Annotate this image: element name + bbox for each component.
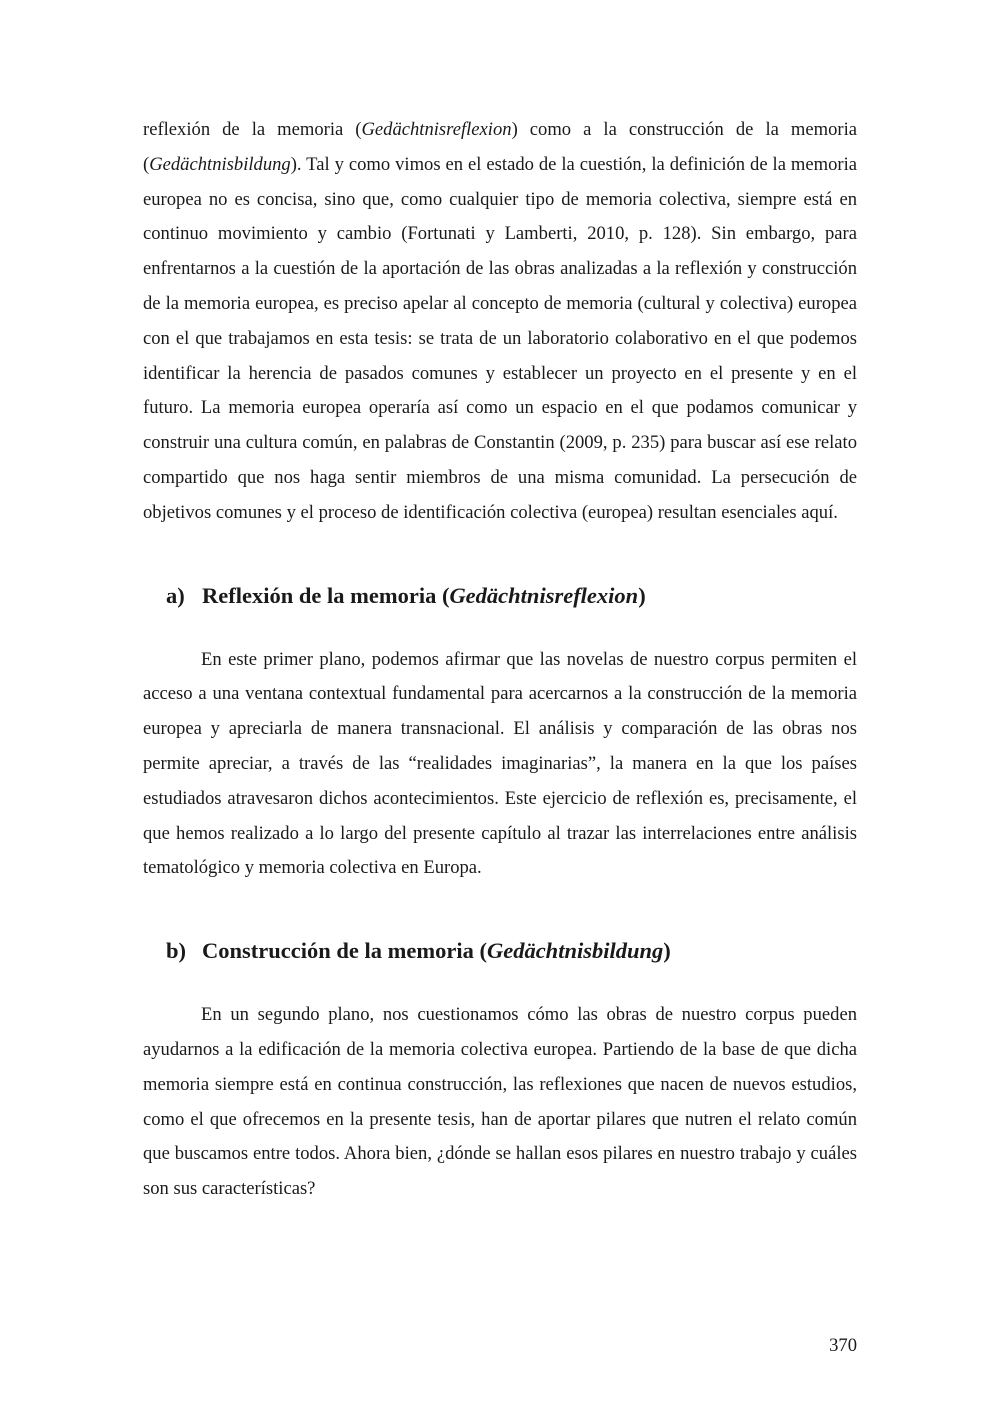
- section-heading-a-term: Gedächtnisreflexion: [449, 582, 639, 608]
- paragraph-1-term-bildung: Gedächtnisbildung: [149, 153, 291, 175]
- section-heading-a-marker: a): [166, 582, 185, 608]
- section-heading-a-title: [202, 581, 646, 611]
- section-heading-b-term: Gedächtnisbildung: [486, 938, 664, 964]
- section-heading-a: [143, 581, 857, 611]
- section-heading-a-text: Reflexión de la memoria (: [202, 582, 450, 608]
- section-heading-b-marker: b): [166, 938, 187, 964]
- paragraph-1: [143, 113, 857, 531]
- paragraph-2: En este primer plano, podemos afirmar que las novelas de nuestro corpus permiten el acceso a una ventana contextual fundamental para acercarnos a la construcción de la memoria europea y apreciarla de manera transnacional. El análisis y comparación de las obras nos permite apreciar, a través de las “realidades imaginarias”, la manera en la que los países estudiados atravesaron dichos acontecimientos. Este ejercicio de reflexión es, precisamente, el que hemos realizado a lo largo del presente capítulo al trazar las interrelaciones entre análisis tematológico y memoria colectiva en Europa.: [143, 648, 857, 879]
- paragraph-1-term-reflexion: Gedächtnisreflexion: [361, 119, 512, 140]
- section-heading-b: [143, 936, 857, 966]
- paragraph-3: En un segundo plano, nos cuestionamos cómo las obras de nuestro corpus pueden ayudarnos a la edificación de la memoria colectiva europea. Partiendo de la base de que dicha memoria siempre está en continua construcción, las reflexiones que nacen de nuevos estudios, como el que ofrecemos en la presente tesis, han de aportar pilares que nutren el relato común que buscamos entre todos. Ahora bien, ¿dónde se hallan esos pilares en nuestro trabajo y cuáles son sus características?: [143, 1004, 857, 1200]
- section-heading-a-close: ): [638, 582, 646, 608]
- section-heading-b-title: [202, 936, 671, 966]
- page-number: 370: [829, 1335, 857, 1356]
- paragraph-1-text-3: ). Tal y como vimos en el estado de la cuestión, la definición de la memoria europea no es concisa, sino que, como cualquier tipo de memoria colectiva, siempre está en continuo movimiento y cambio (Fortunati y Lamberti, 2010, p. 128). Sin embargo, para enfrentarnos a la cuestión de la aportación de las obras analizadas a la reflexión y construcción de la memoria europea, es preciso apelar al concepto de memoria (cultural y colectiva) europea con el que trabajamos en esta tesis: se trata de un laboratorio colaborativo en el que podemos identificar la herencia de pasados comunes y establecer un proyecto en el presente y en el futuro. La memoria europea operaría así como un espacio en el que podamos comunicar y construir una cultura común, en palabras de Constantin (2009, p. 235) para buscar así ese relato compartido que nos haga sentir miembros de una misma comunidad. La persecución de objetivos comunes y el proceso de identificación colectiva (europea) resultan esenciales aquí.: [143, 153, 857, 523]
- page-body: [143, 113, 857, 1207]
- section-heading-b-text: Construcción de la memoria (: [202, 938, 487, 964]
- paragraph-1-text-1: reflexión de la memoria (: [143, 119, 362, 140]
- section-heading-b-close: ): [663, 938, 671, 964]
- paragraph-1-text-2: ) como a la construcción de la memoria (: [143, 119, 857, 175]
